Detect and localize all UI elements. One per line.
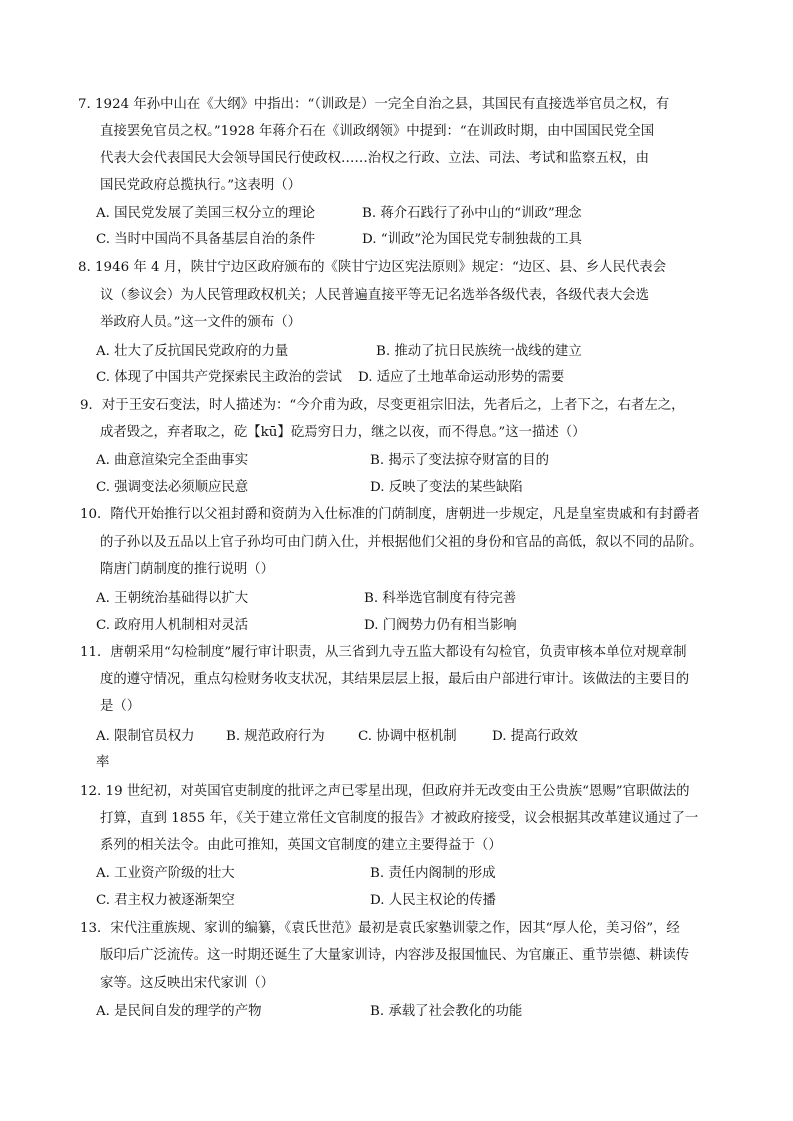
option-a[interactable]: A. 壮大了反抗国民党政府的力量 [96, 344, 289, 359]
option-d-wrap: 率 [96, 755, 110, 770]
option-a[interactable]: A. 曲意渲染完全歪曲事实 [96, 453, 249, 468]
option-d[interactable]: D. 人民主权论的传播 [370, 893, 496, 908]
option-d[interactable]: D. 反映了变法的某些缺陷 [370, 480, 523, 495]
question-stem-line: 家等。这反映出宋代家训（） [100, 976, 275, 991]
option-d[interactable]: D. “训政”沦为国民党专制独裁的工具 [362, 232, 582, 247]
option-a[interactable]: A. 限制官员权力 [96, 729, 195, 744]
option-c[interactable]: C. 体现了中国共产党探索民主政治的尝试 [96, 370, 342, 385]
option-b[interactable]: B. 揭示了变法掠夺财富的目的 [370, 453, 550, 468]
question-stem-line: 是（） [100, 699, 141, 714]
option-c[interactable]: C. 强调变法必须顺应民意 [96, 480, 249, 495]
question-stem-line: 10．隋代开始推行以父祖封爵和资荫为入仕标准的门荫制度，唐朝进一步规定，凡是皇室贵戚和有封爵者 [80, 507, 700, 522]
option-c[interactable]: C. 协调中枢机制 [358, 729, 457, 744]
question-stem-line: 12. 19 世纪初，对英国官吏制度的批评之声已零星出现，但政府并无改变由王公贵族“恩赐”官职做法的 [80, 784, 690, 799]
question-stem-line: 系列的相关法令。由此可推知，英国文官制度的建立主要得益于（） [100, 838, 502, 853]
question-stem-line: 议（参议会）为人民管理政权机关；人民普遍直接平等无记名选举各级代表，各级代表大会选 [100, 288, 650, 303]
question-stem-line: 举政府人员。”这一文件的颁布（） [100, 315, 302, 330]
question-stem-line: 打算，直到 1855 年，《关于建立常任文官制度的报告》才被政府接受，议会根据其改革建议通过了一 [100, 811, 699, 826]
question-stem-line: 7. 1924 年孙中山在《大纲》中指出：“（训政是）一完全自治之县，其国民有直接选举官员之权，有 [78, 97, 670, 112]
question-stem-line: 11．唐朝采用“勾检制度”履行审计职责，从三省到九寺五监大都设有勾检官，负责审核本单位对规章制 [80, 645, 687, 660]
question-stem-line: 代表大会代表国民大会领导国民行使政权……治权之行政、立法、司法、考试和监察五权，由 [100, 151, 650, 166]
option-b[interactable]: B. 科举选官制度有待完善 [364, 591, 517, 606]
option-b[interactable]: B. 责任内阁制的形成 [370, 866, 496, 881]
question-stem-line: 度的遵守情况，重点勾检财务收支状况，其结果层层上报，最后由户部进行审计。该做法的主要目的 [100, 672, 690, 687]
question-stem-line: 9．对于王安石变法，时人描述为：“今介甫为政，尽变更祖宗旧法，先者后之，上者下之，右者左之， [80, 398, 685, 413]
option-b[interactable]: B. 推动了抗日民族统一战线的建立 [376, 344, 582, 359]
question-stem-line: 8. 1946 年 4 月，陕甘宁边区政府颁布的《陕甘宁边区宪法原则》规定：“边区、县、乡人民代表会 [78, 260, 667, 275]
question-stem-line: 直接罢免官员之权。”1928 年蒋介石在《训政纲领》中提到：“在训政时期，由中国国民党全国 [100, 124, 655, 139]
question-stem-line: 成者毁之，弃者取之，矻【kū】矻焉穷日力，继之以夜，而不得息。”这一描述（） [100, 425, 586, 440]
question-stem-line: 国民党政府总揽执行。”这表明（） [100, 178, 302, 193]
question-stem-line: 隋唐门荫制度的推行说明（） [100, 562, 275, 577]
option-c[interactable]: C. 当时中国尚不具备基层自治的条件 [96, 232, 316, 247]
option-d[interactable]: D. 门阀势力仍有相当影响 [364, 618, 517, 633]
question-stem-line: 13．宋代注重族规、家训的编纂，《袁氏世范》最初是袁氏家塾训蒙之作，因其“厚人伦，美习俗”，经 [80, 921, 680, 936]
option-a[interactable]: A. 工业资产阶级的壮大 [96, 866, 235, 881]
option-b[interactable]: B. 蒋介石践行了孙中山的“训政”理念 [362, 206, 582, 221]
option-c[interactable]: C. 君主权力被逐渐架空 [96, 893, 235, 908]
option-c[interactable]: C. 政府用人机制相对灵活 [96, 618, 249, 633]
option-d[interactable]: D. 提高行政效 [492, 729, 578, 744]
question-stem-line: 版印后广泛流传。这一时期还诞生了大量家训诗，内容涉及报国恤民、为官廉正、重节崇德、耕读传 [100, 948, 690, 963]
option-d[interactable]: D. 适应了土地革命运动形势的需要 [358, 370, 565, 385]
option-a[interactable]: A. 国民党发展了美国三权分立的理论 [96, 206, 316, 221]
option-a[interactable]: A. 是民间自发的理学的产物 [96, 1004, 262, 1019]
option-b[interactable]: B. 承载了社会教化的功能 [370, 1004, 523, 1019]
option-b[interactable]: B. 规范政府行为 [226, 729, 325, 744]
option-a[interactable]: A. 王朝统治基础得以扩大 [96, 591, 249, 606]
question-stem-line: 的子孙以及五品以上官子孙均可由门荫入仕，并根据他们父祖的身份和官品的高低，叙以不同的品阶。 [100, 535, 703, 550]
